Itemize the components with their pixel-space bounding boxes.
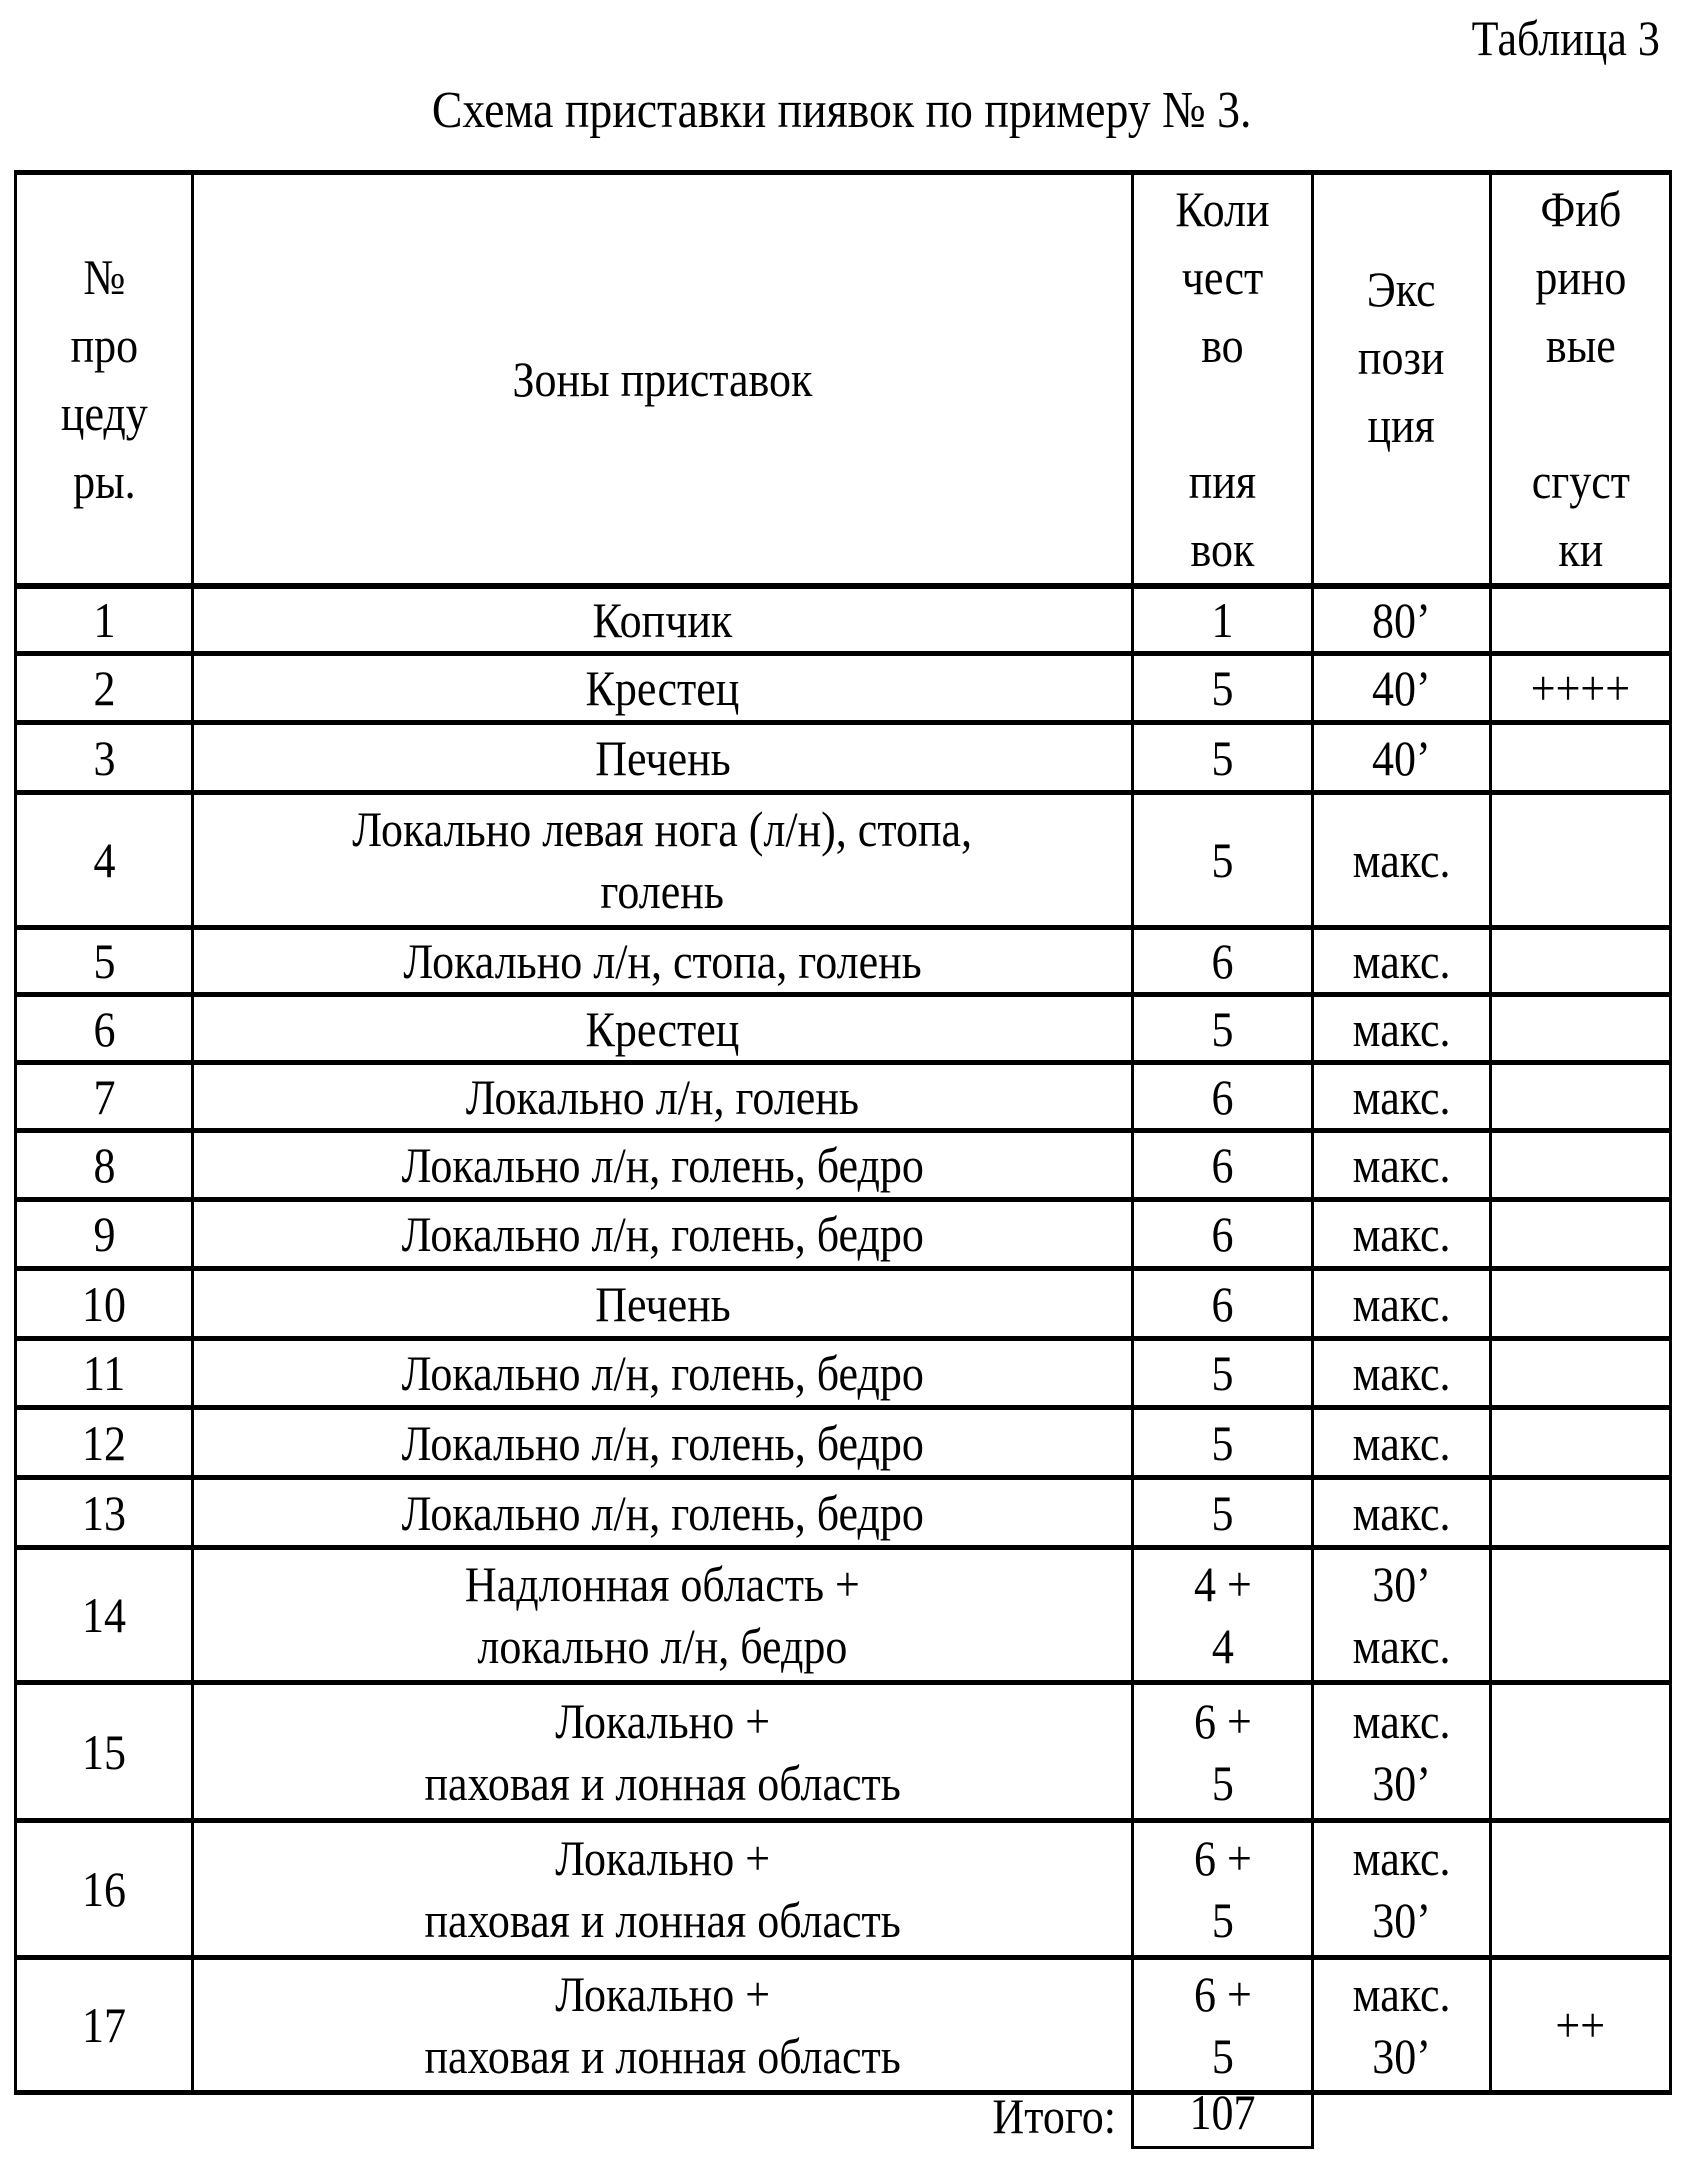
cell-exposure-line: 30’ xyxy=(1353,1889,1451,1951)
cell-procedure-no xyxy=(16,654,193,723)
cell-count-line: 5 xyxy=(1212,998,1234,1060)
cell-procedure-no xyxy=(16,1821,193,1958)
table-row xyxy=(16,1821,1671,1958)
cell-exposure xyxy=(1313,928,1491,995)
table-row xyxy=(16,1200,1671,1269)
cell-fibrin-clots xyxy=(1491,586,1671,654)
cell-count xyxy=(1133,1548,1313,1683)
cell-zone-line: Локально л/н, голень, бедро xyxy=(401,1412,923,1474)
table-row xyxy=(16,654,1671,723)
cell-fibrin-clots xyxy=(1491,1131,1671,1200)
cell-zone-line: голень xyxy=(353,860,973,922)
cell-count xyxy=(1133,1269,1313,1339)
cell-zone xyxy=(193,928,1133,995)
cell-exposure xyxy=(1313,793,1491,928)
table-row xyxy=(16,1958,1671,2093)
cell-procedure-no xyxy=(16,995,193,1063)
cell-procedure-no-text: 9 xyxy=(93,1206,115,1262)
cell-procedure-no xyxy=(16,928,193,995)
cell-count xyxy=(1133,793,1313,928)
cell-zone-line: Локально л/н, голень, бедро xyxy=(401,1342,923,1404)
table-row xyxy=(16,1131,1671,1200)
cell-procedure-no-text: 16 xyxy=(82,1861,126,1917)
cell-fibrin-clots xyxy=(1491,1958,1671,2093)
cell-zone-line: паховая и лонная область xyxy=(424,1889,900,1951)
cell-exposure xyxy=(1313,586,1491,654)
cell-zone-line: Локально + xyxy=(424,1690,900,1752)
table-row xyxy=(16,995,1671,1063)
cell-exposure xyxy=(1313,1821,1491,1958)
cell-zone xyxy=(193,1958,1133,2093)
cell-zone-line: Копчик xyxy=(593,589,733,651)
cell-count xyxy=(1133,995,1313,1063)
cell-count xyxy=(1133,1408,1313,1478)
cell-procedure-no-text: 10 xyxy=(82,1276,126,1332)
table-row xyxy=(16,793,1671,928)
cell-procedure-no-text: 15 xyxy=(82,1724,126,1780)
cell-zone-line: Локально л/н, голень, бедро xyxy=(401,1482,923,1544)
cell-zone-line: Крестец xyxy=(586,657,740,719)
cell-zone xyxy=(193,1339,1133,1408)
cell-exposure-line: 40’ xyxy=(1372,657,1431,719)
cell-zone xyxy=(193,1131,1133,1200)
table-row xyxy=(16,586,1671,654)
cell-zone xyxy=(193,1683,1133,1821)
cell-procedure-no xyxy=(16,1200,193,1269)
cell-exposure-line: 80’ xyxy=(1372,589,1431,651)
cell-exposure-line: 30’ xyxy=(1353,1752,1451,1814)
cell-procedure-no xyxy=(16,723,193,793)
cell-fibrin-clots xyxy=(1491,1821,1671,1958)
cell-count xyxy=(1133,586,1313,654)
cell-exposure-line: макс. xyxy=(1353,1615,1451,1677)
cell-procedure-no-text: 8 xyxy=(93,1137,115,1193)
cell-exposure xyxy=(1313,654,1491,723)
cell-fibrin-clots xyxy=(1491,1478,1671,1548)
cell-fibrin-clots-text: ++++ xyxy=(1531,660,1630,716)
cell-exposure-line: макс. xyxy=(1353,829,1451,891)
cell-procedure-no-text: 11 xyxy=(83,1345,125,1401)
table-row xyxy=(16,1269,1671,1339)
cell-exposure-line: макс. xyxy=(1353,1690,1451,1752)
table-header-row xyxy=(16,173,1671,587)
cell-fibrin-clots xyxy=(1491,1408,1671,1478)
cell-zone-line: Локально л/н, стопа, голень xyxy=(403,930,921,992)
cell-zone xyxy=(193,586,1133,654)
header-procedure-no: № про цеду ры. xyxy=(16,173,193,587)
cell-exposure xyxy=(1313,1200,1491,1269)
cell-count-line: 5 xyxy=(1194,1752,1252,1814)
cell-count xyxy=(1133,928,1313,995)
cell-fibrin-clots-text: ++ xyxy=(1556,1997,1606,2053)
cell-zone xyxy=(193,1269,1133,1339)
cell-count xyxy=(1133,654,1313,723)
cell-zone xyxy=(193,723,1133,793)
cell-exposure-line: макс. xyxy=(1353,1273,1451,1335)
table-row xyxy=(16,1063,1671,1131)
total-value: 107 xyxy=(1131,2080,1314,2149)
cell-zone-line: Надлонная область + xyxy=(465,1553,860,1615)
cell-fibrin-clots xyxy=(1491,1683,1671,1821)
cell-procedure-no xyxy=(16,1339,193,1408)
cell-fibrin-clots xyxy=(1491,654,1671,723)
cell-exposure-line: макс. xyxy=(1353,1827,1451,1889)
cell-count xyxy=(1133,1200,1313,1269)
table-row xyxy=(16,1478,1671,1548)
table-row xyxy=(16,723,1671,793)
header-fibrin-clots: Фиб рино вые сгуст ки xyxy=(1491,173,1671,587)
cell-zone-line: паховая и лонная область xyxy=(424,2025,900,2087)
cell-fibrin-clots xyxy=(1491,1548,1671,1683)
cell-count-line: 6 + xyxy=(1194,1827,1252,1889)
cell-zone-line: Локально л/н, голень xyxy=(466,1066,859,1128)
cell-zone-line: Печень xyxy=(595,727,730,789)
cell-exposure xyxy=(1313,1683,1491,1821)
cell-procedure-no xyxy=(16,1408,193,1478)
cell-count-line: 5 xyxy=(1212,1342,1234,1404)
total-row xyxy=(0,2080,1684,2160)
cell-zone xyxy=(193,1548,1133,1683)
cell-exposure xyxy=(1313,1548,1491,1683)
cell-zone-line: Локально левая нога (л/н), стопа, xyxy=(353,798,973,860)
cell-count-line: 5 xyxy=(1212,1482,1234,1544)
cell-count xyxy=(1133,1478,1313,1548)
cell-count xyxy=(1133,1339,1313,1408)
cell-exposure-line: макс. xyxy=(1353,1066,1451,1128)
cell-zone xyxy=(193,995,1133,1063)
cell-zone-line: Печень xyxy=(595,1273,730,1335)
cell-zone xyxy=(193,1478,1133,1548)
cell-procedure-no-text: 7 xyxy=(93,1069,115,1125)
leech-schedule-table xyxy=(14,170,1672,2095)
cell-zone-line: Локально л/н, голень, бедро xyxy=(401,1203,923,1265)
cell-count-line: 5 xyxy=(1194,1889,1252,1951)
cell-zone xyxy=(193,1200,1133,1269)
cell-exposure xyxy=(1313,723,1491,793)
cell-count-line: 6 xyxy=(1212,1066,1234,1128)
cell-fibrin-clots xyxy=(1491,1269,1671,1339)
cell-exposure-line: 40’ xyxy=(1372,727,1431,789)
document-title: Схема приставки пиявок по примеру № 3. xyxy=(0,80,1684,142)
cell-procedure-no-text: 2 xyxy=(93,660,115,716)
cell-fibrin-clots xyxy=(1491,1200,1671,1269)
cell-procedure-no-text: 14 xyxy=(82,1587,126,1643)
cell-count xyxy=(1133,1958,1313,2093)
cell-count xyxy=(1133,1821,1313,1958)
cell-exposure xyxy=(1313,1958,1491,2093)
cell-procedure-no-text: 3 xyxy=(93,730,115,786)
cell-exposure-line: макс. xyxy=(1353,1203,1451,1265)
cell-count-line: 5 xyxy=(1212,657,1234,719)
cell-exposure-line: макс. xyxy=(1353,998,1451,1060)
cell-procedure-no xyxy=(16,1958,193,2093)
cell-count-line: 6 xyxy=(1212,1273,1234,1335)
cell-procedure-no-text: 1 xyxy=(93,592,115,648)
cell-procedure-no xyxy=(16,1269,193,1339)
cell-count-line: 5 xyxy=(1212,727,1234,789)
cell-exposure xyxy=(1313,1131,1491,1200)
cell-zone xyxy=(193,1408,1133,1478)
cell-count-line: 5 xyxy=(1212,829,1234,891)
cell-zone xyxy=(193,793,1133,928)
cell-procedure-no-text: 4 xyxy=(93,832,115,888)
cell-zone-line: паховая и лонная область xyxy=(424,1752,900,1814)
cell-exposure xyxy=(1313,1339,1491,1408)
cell-exposure-line: макс. xyxy=(1353,1963,1451,2025)
cell-count-line: 5 xyxy=(1212,1412,1234,1474)
cell-procedure-no-text: 5 xyxy=(93,933,115,989)
cell-procedure-no-text: 13 xyxy=(82,1485,126,1541)
cell-count xyxy=(1133,1063,1313,1131)
cell-exposure-line: макс. xyxy=(1353,1482,1451,1544)
cell-procedure-no xyxy=(16,586,193,654)
cell-procedure-no xyxy=(16,1478,193,1548)
cell-count-line: 4 xyxy=(1194,1615,1252,1677)
cell-zone xyxy=(193,1063,1133,1131)
table-row xyxy=(16,928,1671,995)
cell-zone-line: Локально л/н, голень, бедро xyxy=(401,1134,923,1196)
cell-procedure-no xyxy=(16,1063,193,1131)
cell-exposure-line: 30’ xyxy=(1353,2025,1451,2087)
cell-procedure-no xyxy=(16,1683,193,1821)
cell-exposure xyxy=(1313,1408,1491,1478)
cell-exposure-line: 30’ xyxy=(1353,1553,1451,1615)
table-row xyxy=(16,1548,1671,1683)
total-label: Итого: xyxy=(984,2080,1124,2152)
table-row xyxy=(16,1408,1671,1478)
cell-procedure-no xyxy=(16,1131,193,1200)
cell-count-line: 5 xyxy=(1194,2025,1252,2087)
cell-fibrin-clots xyxy=(1491,1339,1671,1408)
cell-fibrin-clots xyxy=(1491,793,1671,928)
cell-exposure-line: макс. xyxy=(1353,1134,1451,1196)
cell-count-line: 6 + xyxy=(1194,1963,1252,2025)
cell-exposure xyxy=(1313,995,1491,1063)
cell-zone-line: Крестец xyxy=(586,998,740,1060)
cell-zone-line: Локально + xyxy=(424,1827,900,1889)
cell-fibrin-clots xyxy=(1491,1063,1671,1131)
cell-count-line: 6 xyxy=(1212,1203,1234,1265)
cell-zone-line: локально л/н, бедро xyxy=(465,1615,860,1677)
table-row xyxy=(16,1683,1671,1821)
cell-exposure-line: макс. xyxy=(1353,1412,1451,1474)
cell-count-line: 6 + xyxy=(1194,1690,1252,1752)
cell-count-line: 6 xyxy=(1212,930,1234,992)
cell-procedure-no xyxy=(16,793,193,928)
cell-exposure xyxy=(1313,1269,1491,1339)
cell-exposure-line: макс. xyxy=(1353,1342,1451,1404)
cell-exposure-line: макс. xyxy=(1353,930,1451,992)
cell-zone-line: Локально + xyxy=(424,1963,900,2025)
cell-count xyxy=(1133,723,1313,793)
header-count: Коли чест во пия вок xyxy=(1133,173,1313,587)
table-row xyxy=(16,1339,1671,1408)
cell-fibrin-clots xyxy=(1491,928,1671,995)
cell-zone xyxy=(193,1821,1133,1958)
header-zones: Зоны приставок xyxy=(193,173,1133,587)
cell-count xyxy=(1133,1131,1313,1200)
table-label: Таблица 3 xyxy=(1472,8,1660,68)
cell-fibrin-clots xyxy=(1491,995,1671,1063)
cell-procedure-no-text: 6 xyxy=(93,1001,115,1057)
cell-exposure xyxy=(1313,1478,1491,1548)
cell-procedure-no xyxy=(16,1548,193,1683)
cell-fibrin-clots xyxy=(1491,723,1671,793)
cell-exposure xyxy=(1313,1063,1491,1131)
cell-procedure-no-text: 12 xyxy=(82,1415,126,1471)
cell-count-line: 6 xyxy=(1212,1134,1234,1196)
cell-zone xyxy=(193,654,1133,723)
cell-procedure-no-text: 17 xyxy=(82,1997,126,2053)
cell-count-line: 4 + xyxy=(1194,1553,1252,1615)
cell-count-line: 1 xyxy=(1212,589,1234,651)
header-exposure: Экс пози ция xyxy=(1313,173,1491,587)
cell-count xyxy=(1133,1683,1313,1821)
